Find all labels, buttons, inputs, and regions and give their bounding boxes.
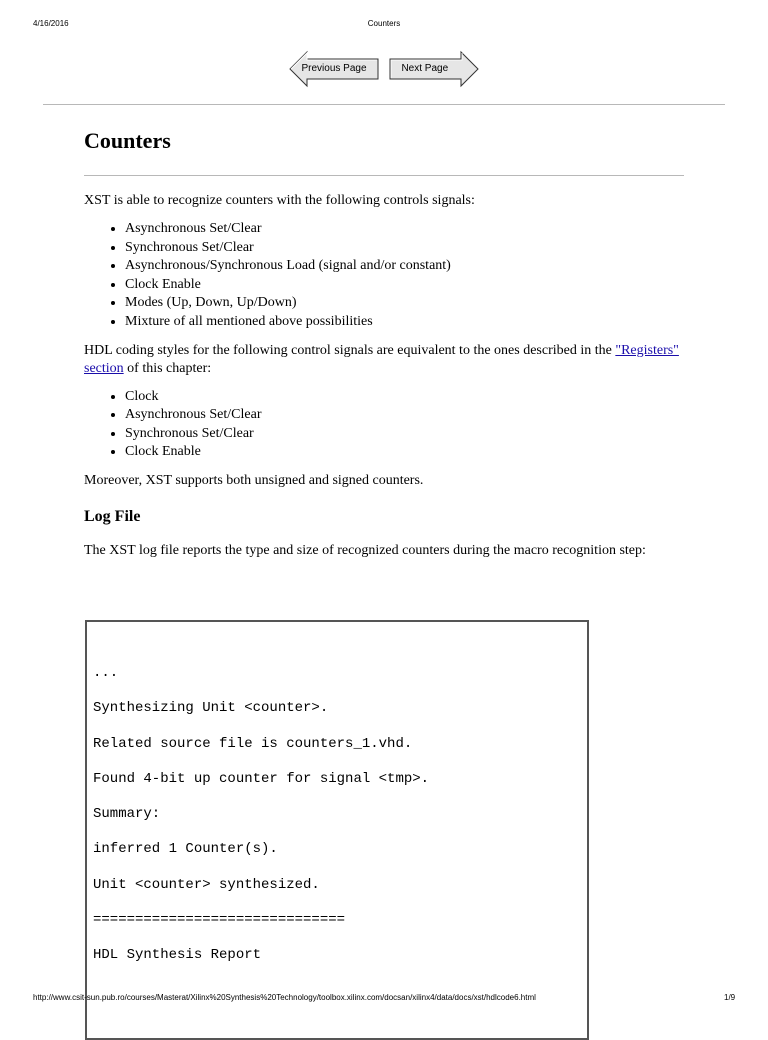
code-line: ... xyxy=(93,665,119,681)
next-page-button[interactable] xyxy=(388,50,480,88)
hdl-text-before: HDL coding styles for the following control signals are equivalent to the ones described in the xyxy=(84,342,616,358)
title-divider xyxy=(84,175,684,176)
features-list xyxy=(84,220,684,332)
code-line: Summary: xyxy=(93,806,161,823)
print-date: 4/16/2016 xyxy=(33,19,69,28)
log-file-heading: Log File xyxy=(84,507,141,525)
code-line: Related source file is counters_1.vhd. xyxy=(93,735,413,752)
hdl-paragraph xyxy=(84,342,684,378)
page-navigation xyxy=(288,50,480,90)
list-item: • Modes (Up, Down, Up/Down) xyxy=(125,294,684,313)
code-line: ============================== xyxy=(93,912,346,929)
print-url: http://www.csit-sun.pub.ro/courses/Masterat/Xilinx%20Synthesis%20Technology/toolbox.xilinx.com/docsan/xilinx4/data/docs/xst/hdlcode6.html xyxy=(33,993,536,1002)
print-header xyxy=(0,19,768,31)
list-item: • Clock Enable xyxy=(125,443,684,462)
log-code xyxy=(87,622,587,974)
document-content xyxy=(84,122,684,560)
next-page-label: Next Page xyxy=(401,63,449,74)
list-item: • Synchronous Set/Clear xyxy=(125,425,684,444)
code-line: inferred 1 Counter(s). xyxy=(93,841,278,858)
registers-section-link[interactable]: "Registers" section xyxy=(84,342,679,376)
code-line: Found 4-bit up counter for signal <tmp>. xyxy=(93,770,430,787)
print-footer xyxy=(0,993,768,1005)
header-divider xyxy=(43,104,725,105)
signals-list xyxy=(84,388,684,462)
list-item: • Clock xyxy=(125,388,684,407)
list-item: • Mixture of all mentioned above possibilities xyxy=(125,313,684,332)
print-title: Counters xyxy=(367,19,401,28)
page-number: 1/9 xyxy=(724,993,736,1002)
code-line: HDL Synthesis Report xyxy=(93,947,262,964)
code-line: Unit <counter> synthesized. xyxy=(93,876,320,893)
log-file-intro: The XST log file reports the type and size of recognized counters during the macro recognition step: xyxy=(84,542,646,558)
moreover-paragraph: Moreover, XST supports both unsigned and signed counters. xyxy=(84,472,424,488)
intro-paragraph: XST is able to recognize counters with the following controls signals: xyxy=(84,193,475,208)
previous-page-label: Previous Page xyxy=(301,63,367,74)
list-item: • Asynchronous Set/Clear xyxy=(125,220,684,239)
code-line: Synthesizing Unit <counter>. xyxy=(93,700,329,717)
page-title: Counters xyxy=(84,128,171,153)
list-item: • Clock Enable xyxy=(125,276,684,295)
list-item: • Asynchronous Set/Clear xyxy=(125,406,684,425)
hdl-text-after: of this chapter: xyxy=(123,360,212,376)
previous-page-button[interactable] xyxy=(288,50,380,88)
list-item: • Asynchronous/Synchronous Load (signal and/or constant) xyxy=(125,257,684,276)
log-code-box xyxy=(85,620,589,1040)
list-item: • Synchronous Set/Clear xyxy=(125,239,684,258)
